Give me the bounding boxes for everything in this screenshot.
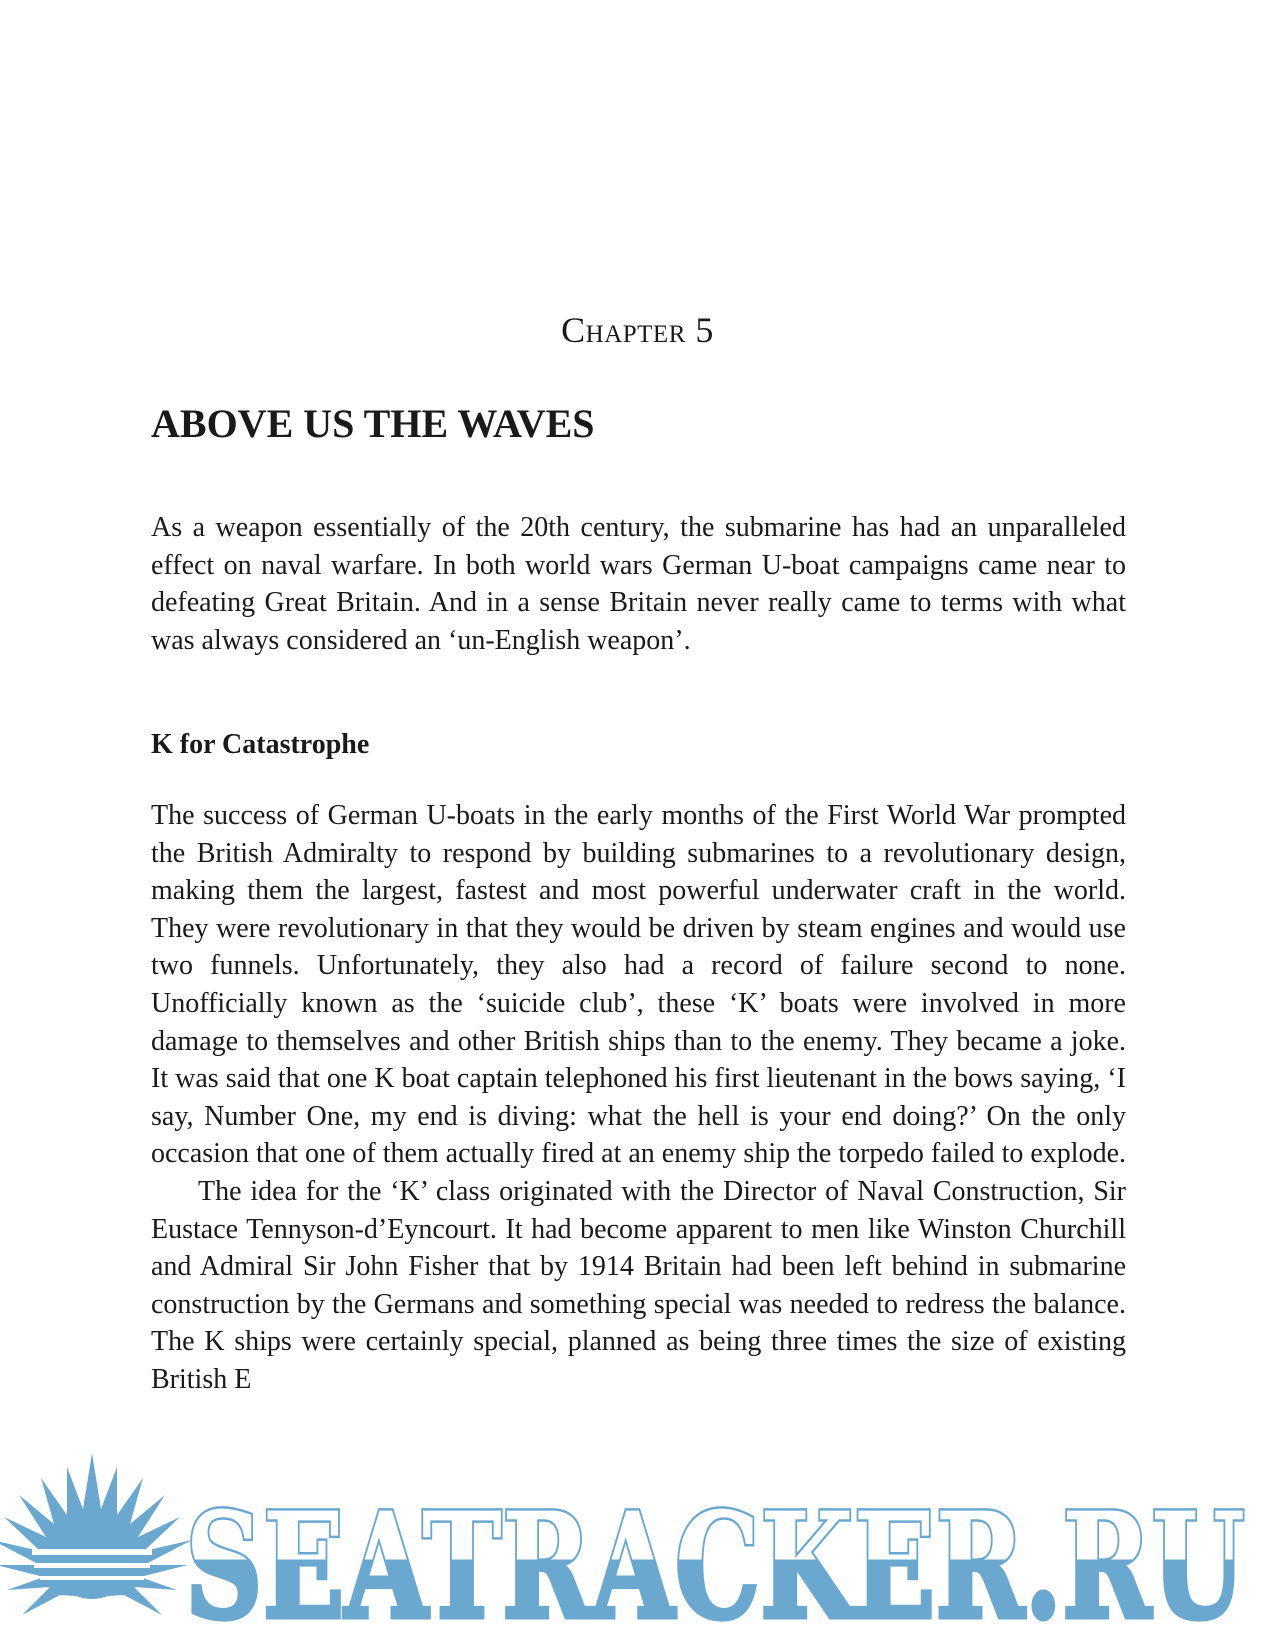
- watermark-text: SEATRACKER.RU: [185, 1481, 1245, 1650]
- watermark: [0, 1453, 1275, 1650]
- section-body: [151, 797, 1126, 1399]
- intro-block: [151, 509, 1126, 659]
- chapter-title: ABOVE US THE WAVES: [151, 401, 595, 446]
- intro-paragraph: As a weapon essentially of the 20th century, the submarine has had an unparalleled effect on naval warfare. In both world wars German U-boat campaigns came near to defeating Great Britain. And in a sense Britain never really came to terms with what was always considered an ‘un-English weapon’.: [151, 512, 1126, 656]
- section-paragraph-2: The idea for the ‘K’ class originated with the Director of Naval Construction, Sir Eustace Tennyson-d’Eyncourt. It had become apparent to men like Winston Churchill and Admiral Sir John Fisher that by 1914 Britain had been left behind in submarine construction by the Germans and something special was needed to redress the balance. The K ships were certainly special, planned as being three times the size of existing British E: [151, 1175, 1126, 1395]
- section-heading: K for Catastrophe: [151, 729, 370, 760]
- sun-icon: [0, 1453, 192, 1615]
- section-paragraph-1: The success of German U-boats in the early months of the First World War prompted the British Admiralty to respond by building submarines to a revolutionary design, making them the largest, fastest and most powerful underwater craft in the world. They were revolutionary in that they would be driven by steam engines and would use two funnels. Unfortunately, they also had a record of failure second to none. Unofficially known as the ‘suicide club’, these ‘K’ boats were involved in more damage to themselves and other British ships than to the enemy. They became a joke. It was said that one K boat captain telephoned his first lieutenant in the bows saying, ‘I say, Number One, my end is diving: what the hell is your end doing?’ On the only occasion that one of them actually fired at an enemy ship the torpedo failed to explode.: [151, 800, 1126, 1170]
- chapter-label: Chapter 5: [561, 310, 714, 350]
